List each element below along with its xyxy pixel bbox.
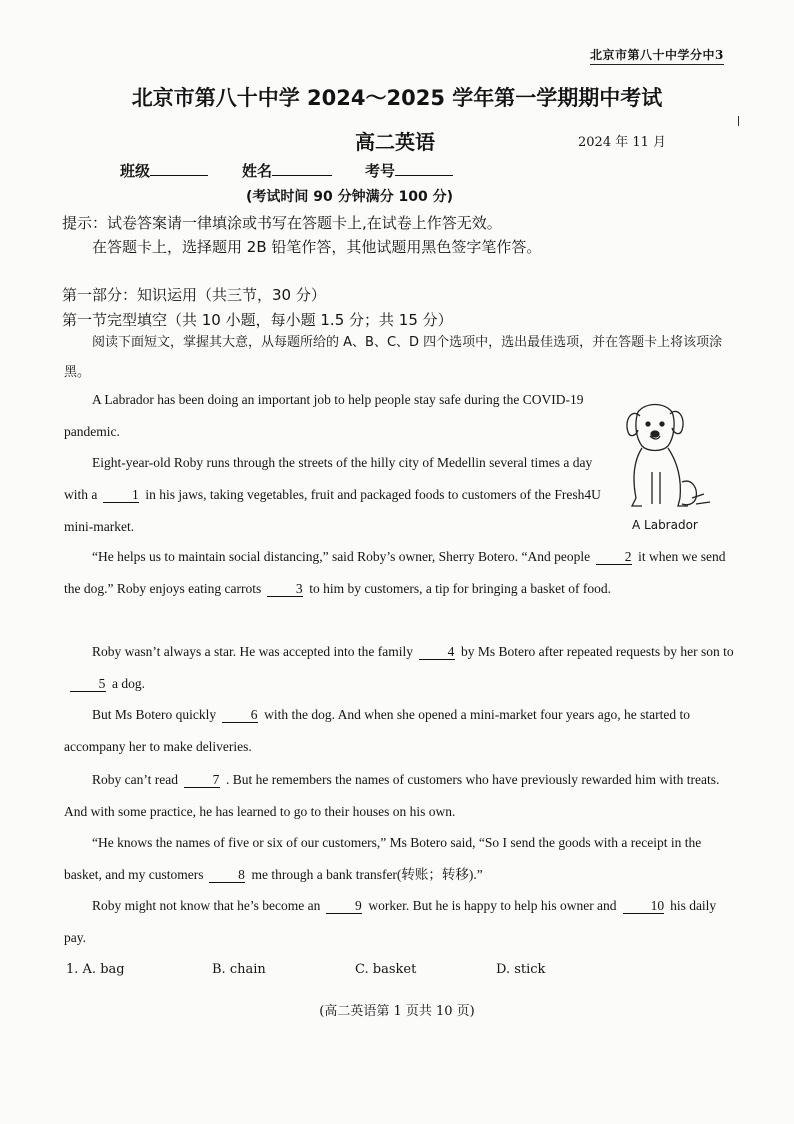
- passage-paragraph-5: [64, 699, 740, 763]
- image-caption: A Labrador: [632, 518, 698, 532]
- name-field[interactable]: [242, 160, 332, 181]
- class-label: 班级: [120, 162, 151, 180]
- blank-9[interactable]: 9: [326, 899, 362, 914]
- blank-2[interactable]: 2: [596, 550, 632, 565]
- paragraph-text: it when we send the dog.” Roby enjoys eating carrots: [64, 549, 726, 596]
- paragraph-text: Roby can’t read: [92, 772, 178, 787]
- class-blank[interactable]: [150, 161, 208, 176]
- passage-paragraph-4: [64, 636, 740, 700]
- paragraph-text: to him by customers, a tip for bringing a basket of food.: [309, 581, 612, 596]
- paragraph-text: . But he remembers the names of customers who have previously rewarded him with treats. And with some practice, he has learned to go to their houses on his own.: [64, 772, 720, 819]
- name-blank[interactable]: [272, 161, 332, 176]
- paragraph-text: “He helps us to maintain social distancing,” said Roby’s owner, Sherry Botero. “And people: [92, 549, 591, 564]
- dog-sketch-icon: [612, 398, 722, 518]
- paragraph-text: worker. But he is happy to help his owner and: [368, 898, 617, 913]
- exam-title: 北京市第八十中学 2024～2025 学年第一学期期中考试: [131, 86, 663, 110]
- blank-8[interactable]: 8: [209, 868, 245, 883]
- exam-number-blank[interactable]: [395, 161, 453, 176]
- paragraph-text: Eight-year-old Roby runs through the streets of the hilly city of Medellin several times a day with a: [64, 455, 593, 502]
- passage-paragraph-7: [64, 827, 740, 891]
- q1-option-d[interactable]: D. stick: [496, 962, 546, 977]
- q1-option-c[interactable]: C. basket: [355, 962, 417, 977]
- part1-heading: 第一部分：知识运用（共三节，30 分）: [62, 286, 326, 304]
- page-footer: (高二英语第 1 页共 10 页): [319, 1004, 475, 1019]
- exam-number-field[interactable]: [365, 160, 453, 181]
- blank-7[interactable]: 7: [184, 773, 220, 788]
- paragraph-text: me through a bank transfer(转账；转移).”: [251, 867, 483, 882]
- paragraph-text: by Ms Botero after repeated requests by her son to: [461, 644, 734, 659]
- passage-paragraph-3: [64, 541, 740, 605]
- blank-3[interactable]: 3: [267, 582, 303, 597]
- paragraph-text: a dog.: [112, 676, 145, 691]
- stray-mark: [738, 116, 739, 126]
- blank-5[interactable]: 5: [70, 677, 106, 692]
- paragraph-text: Roby wasn’t always a star. He was accepted into the family: [92, 644, 414, 659]
- exam-time-note: (考试时间 90 分钟满分 100 分): [246, 189, 453, 205]
- passage-paragraph-8: [64, 890, 740, 954]
- exam-date: 2024 年 11 月: [578, 135, 667, 150]
- blank-4[interactable]: 4: [419, 645, 455, 660]
- paragraph-text: in his jaws, taking vegetables, fruit and packaged foods to customers of the Fresh4U mini-market.: [64, 487, 601, 534]
- q1-option-a[interactable]: 1. A. bag: [66, 962, 125, 977]
- class-field[interactable]: [120, 160, 208, 181]
- notice-line-2: 在答题卡上，选择题用 2B 铅笔作答，其他试题用黑色签字笔作答。: [92, 238, 542, 256]
- passage-paragraph-6: [64, 764, 740, 828]
- blank-1[interactable]: 1: [103, 488, 139, 503]
- section1-heading: 第一节完型填空（共 10 小题，每小题 1.5 分；共 15 分）: [62, 311, 453, 329]
- instructions: 阅读下面短文，掌握其大意，从每题所给的 A、B、C、D 四个选项中，选出最佳选项，并在答题卡上将该项涂黑。: [64, 335, 723, 380]
- q1-option-b[interactable]: B. chain: [212, 962, 266, 977]
- exam-subject: 高二英语: [355, 130, 435, 154]
- paragraph-text: his daily pay.: [64, 898, 717, 945]
- name-label: 姓名: [242, 162, 273, 180]
- blank-10[interactable]: 10: [623, 899, 665, 914]
- blank-6[interactable]: 6: [222, 708, 258, 723]
- paragraph-text: Roby might not know that he’s become an: [92, 898, 321, 913]
- passage-paragraph-1: [64, 384, 609, 448]
- labrador-illustration: [612, 398, 722, 538]
- paragraph-text: But Ms Botero quickly: [92, 707, 217, 722]
- passage-paragraph-2: [64, 447, 609, 543]
- paragraph-text: A Labrador has been doing an important job to help people stay safe during the COVID-19 pandemic.: [64, 392, 584, 439]
- exam-number-label: 考号: [365, 162, 396, 180]
- school-stamp-text: 北京市第八十中学分中3: [590, 46, 724, 65]
- paragraph-text: “He knows the names of five or six of our customers,” Ms Botero said, “So I send the goods with a receipt in the basket, and my customers: [64, 835, 702, 882]
- notice-line-1: 提示：试卷答案请一律填涂或书写在答题卡上,在试卷上作答无效。: [62, 214, 502, 232]
- paragraph-text: with the dog. And when she opened a mini-market four years ago, he started to accompany her to make deliveries.: [64, 707, 691, 754]
